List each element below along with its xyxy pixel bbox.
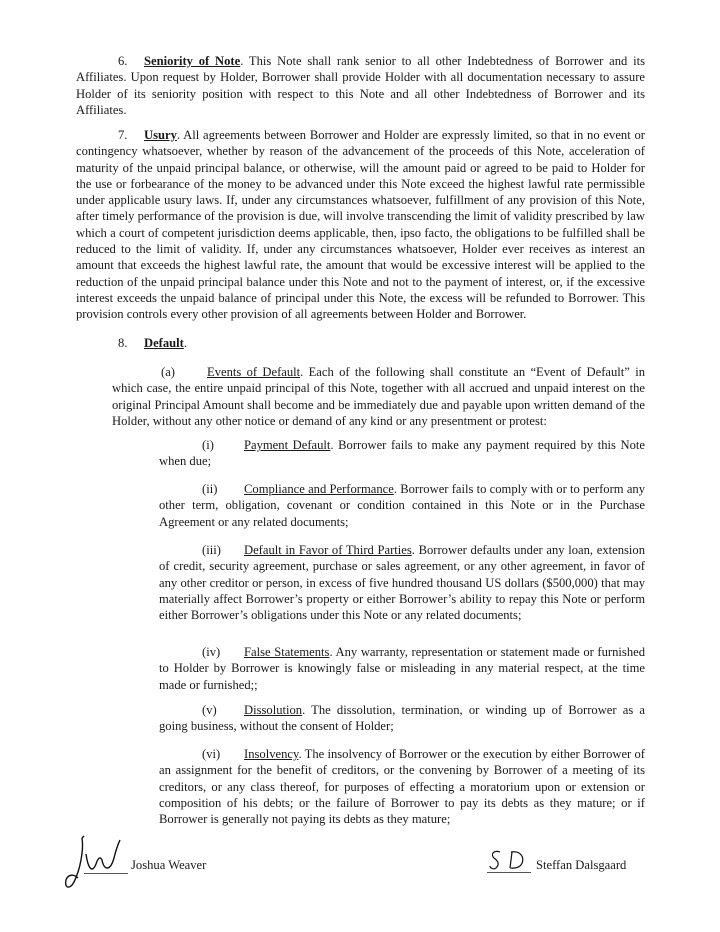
- signature-line: [487, 872, 531, 873]
- default-item: [159, 702, 645, 735]
- item-label: (v): [202, 703, 217, 717]
- item-body: . The dissolution, termination, or winding up of Borrower as a going business, without the consent of Holder;: [159, 703, 645, 734]
- item-title: Compliance and Performance: [244, 482, 394, 496]
- subsection-a: [112, 364, 645, 429]
- item-title: Dissolution: [244, 703, 303, 717]
- subsection-body: . Each of the following shall constitute an “Event of Default” in which case, the entire unpaid principal of this Note, together with all accrued and unpaid interest on the original Principal Amount shall become and be immediately due and payable upon written demand of the Holder, without any other notice or demand of any kind or any presentment or protest:: [112, 365, 645, 428]
- signer-name-right: Steffan Dalsgaard: [536, 858, 627, 872]
- item-label: (iii): [202, 543, 221, 557]
- subsection-title: Events of Default: [207, 365, 301, 379]
- signature-line: [84, 873, 128, 874]
- item-title: Default in Favor of Third Parties: [244, 543, 412, 557]
- item-label: (ii): [202, 482, 218, 496]
- item-body: . Any warranty, representation or statement made or furnished to Holder by Borrower is knowingly false or misleading in any material respect, at the time made or furnished;;: [159, 645, 646, 692]
- section-number: 7.: [118, 128, 128, 142]
- default-item: [159, 746, 645, 827]
- item-body: . The insolvency of Borrower or the execution by either Borrower of an assignment for the benefit of creditors, or the convening by Borrower of a meeting of its creditors, or any class thereof, for purposes of effecting a moratorium upon or extension or composition of his debts; or the failure of Borrower to pay its debts as they mature; or if Borrower is generally not paying its debts as they mature;: [159, 747, 645, 827]
- signature-sd: [486, 848, 534, 874]
- default-item: [159, 542, 645, 623]
- item-label: (vi): [202, 747, 221, 761]
- default-item: [159, 644, 645, 693]
- subsection-label: (a): [161, 365, 175, 379]
- item-title: Insolvency: [244, 747, 299, 761]
- section-7: [76, 127, 645, 323]
- section-heading: Usury: [144, 128, 177, 142]
- section-6: [76, 53, 645, 118]
- section-number: 6.: [118, 54, 128, 68]
- section-heading: Seniority of Note: [144, 54, 241, 68]
- item-label: (i): [202, 438, 214, 452]
- signature-jw: [62, 830, 134, 894]
- item-body: . Borrower fails to make any payment required by this Note when due;: [159, 438, 645, 469]
- section-number: 8.: [118, 336, 128, 350]
- section-heading-suffix: .: [183, 336, 188, 350]
- section-8: [76, 335, 645, 351]
- item-body: . Borrower fails to comply with or to perform any other term, obligation, covenant or condition contained in this Note or in the Purchase Agreement or any related documents;: [159, 482, 646, 529]
- default-item: [159, 481, 645, 530]
- item-title: Payment Default: [244, 438, 331, 452]
- section-body: . All agreements between Borrower and Holder are expressly limited, so that in no event or contingency whatsoever, whether by reason of the advancement of the proceeds of this Note, acceleration of maturity of the unpaid principal balance, or otherwise, will the amount paid or agreed to be paid to Holder for the use or forbearance of the money to be advanced under this Note exceed the highest lawful rate permissible under applicable usury laws. If, under any circumstances whatsoever, fulfillment of any provision of this Note, after timely performance of the provision is due, will involve transcending the limit of validity prescribed by law which a court of competent jurisdiction deems applicable, then, ipso facto, the obligations to be fulfilled shall be reduced to the limit of validity. If, under any circumstances whatsoever, Holder ever receives as interest an amount that exceeds the highest lawful rate, the amount that would be excessive interest will be applied to the reduction of the unpaid principal balance under this Note and not to the payment of interest, or, if the excessive interest exceeds the unpaid balance of principal under this Note, the excess will be refunded to Borrower. This provision controls every other provision of all agreements between Holder and Borrower.: [76, 128, 645, 322]
- default-item: [159, 437, 645, 470]
- section-heading: Default: [144, 336, 184, 350]
- section-body: . This Note shall rank senior to all other Indebtedness of Borrower and its Affiliates. Upon request by Holder, Borrower shall provide Holder with all documentation necessary to assure Holder of its seniority position with respect to this Note and all other Indebtedness of Borrower and its Affiliates.: [76, 54, 645, 117]
- item-title: False Statements: [244, 645, 330, 659]
- item-label: (iv): [202, 645, 221, 659]
- signer-name-left: Joshua Weaver: [131, 858, 207, 872]
- item-body: . Borrower defaults under any loan, extension of credit, security agreement, purchase or sales agreement, or any other agreement, in favor of any other creditor or person, in excess of five hundred thousand US dollars ($500,000) that may materially affect Borrower’s property or either Borrower’s ability to repay this Note or perform either Borrower’s obligations under this Note or any related documents;: [159, 543, 645, 623]
